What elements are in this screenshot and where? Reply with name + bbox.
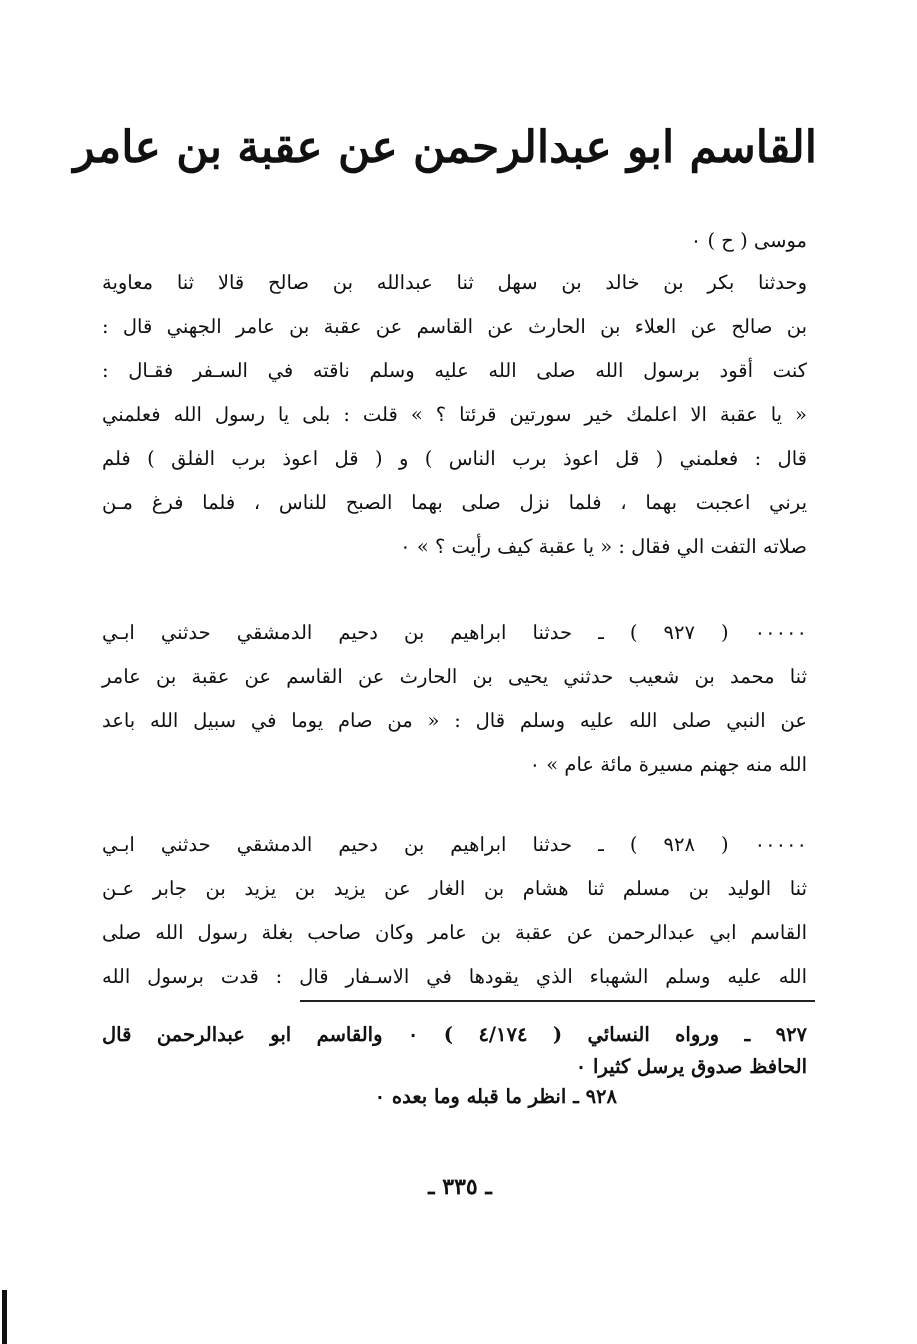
paragraph-line: صلاته التفت الي فقال : « يا عقبة كيف رأيت ؟ » ٠	[400, 535, 807, 558]
footnote-line: ٩٢٧ ـ ورواه النسائي ( ٤/١٧٤ ) ٠ والقاسم ابو عبدالرحمن قال	[102, 1023, 808, 1046]
paragraph-line: بن صالح عن العلاء بن الحارث عن القاسم عن عقبة بن عامر الجهني قال :	[102, 315, 807, 338]
page-number: ـ ٣٣٥ ـ	[428, 1174, 492, 1200]
paragraph-line: « يا عقبة الا اعلمك خير سورتين قرئتا ؟ » قلت : بلى يا رسول الله فعلمني	[102, 403, 807, 426]
paragraph-line: الله عليه وسلم الشهباء الذي يقودها في الاسـفار قال : قدت برسول الله	[102, 965, 807, 988]
paragraph-line: موسى ( ح ) ٠	[690, 229, 807, 252]
paragraph-line: وحدثنا بكر بن خالد بن سهل ثنا عبدالله بن صالح قالا ثنا معاوية	[102, 271, 807, 294]
paragraph-line: ٠٠٠٠٠ ( ٩٢٨ ) ـ حدثنا ابراهيم بن دحيم الدمشقي حدثني ابـي	[102, 833, 807, 856]
paragraph-line: الله منه جهنم مسيرة مائة عام » ٠	[529, 753, 807, 776]
paragraph-line: كنت أقود برسول الله صلى الله عليه وسلم ناقته في السـفر فقـال :	[102, 359, 807, 382]
paragraph-line: ٠٠٠٠٠ ( ٩٢٧ ) ـ حدثنا ابراهيم بن دحيم الدمشقي حدثني ابـي	[102, 621, 807, 644]
paragraph-line: ثنا محمد بن شعيب حدثني يحيى بن الحارث عن القاسم عن عقبة بن عامر	[102, 665, 807, 688]
paragraph-line: عن النبي صلى الله عليه وسلم قال : « من صام يوما في سبيل الله باعد	[102, 709, 807, 732]
paragraph-line: يرني اعجبت بهما ، فلما نزل صلى بهما الصبح للناس ، فلما فرغ مـن	[102, 491, 807, 514]
paragraph-line: ثنا الوليد بن مسلم ثنا هشام بن الغار عن يزيد بن يزيد بن جابر عـن	[102, 877, 807, 900]
scan-edge-mark	[2, 1290, 7, 1344]
footnote-divider	[300, 1000, 815, 1002]
footnote-line: الحافظ صدوق يرسل كثيرا ٠	[575, 1055, 807, 1078]
paragraph-line: قال : فعلمني ( قل اعوذ برب الناس ) و ( قل اعوذ برب الفلق ) فلم	[102, 447, 807, 470]
page-title: القاسم ابو عبدالرحمن عن عقبة بن عامر	[73, 122, 817, 173]
footnote-line: ٩٢٨ ـ انظر ما قبله وما بعده ٠	[374, 1085, 617, 1108]
paragraph-line: القاسم ابي عبدالرحمن عن عقبة بن عامر وكان صاحب بغلة رسول الله صلى	[102, 921, 807, 944]
